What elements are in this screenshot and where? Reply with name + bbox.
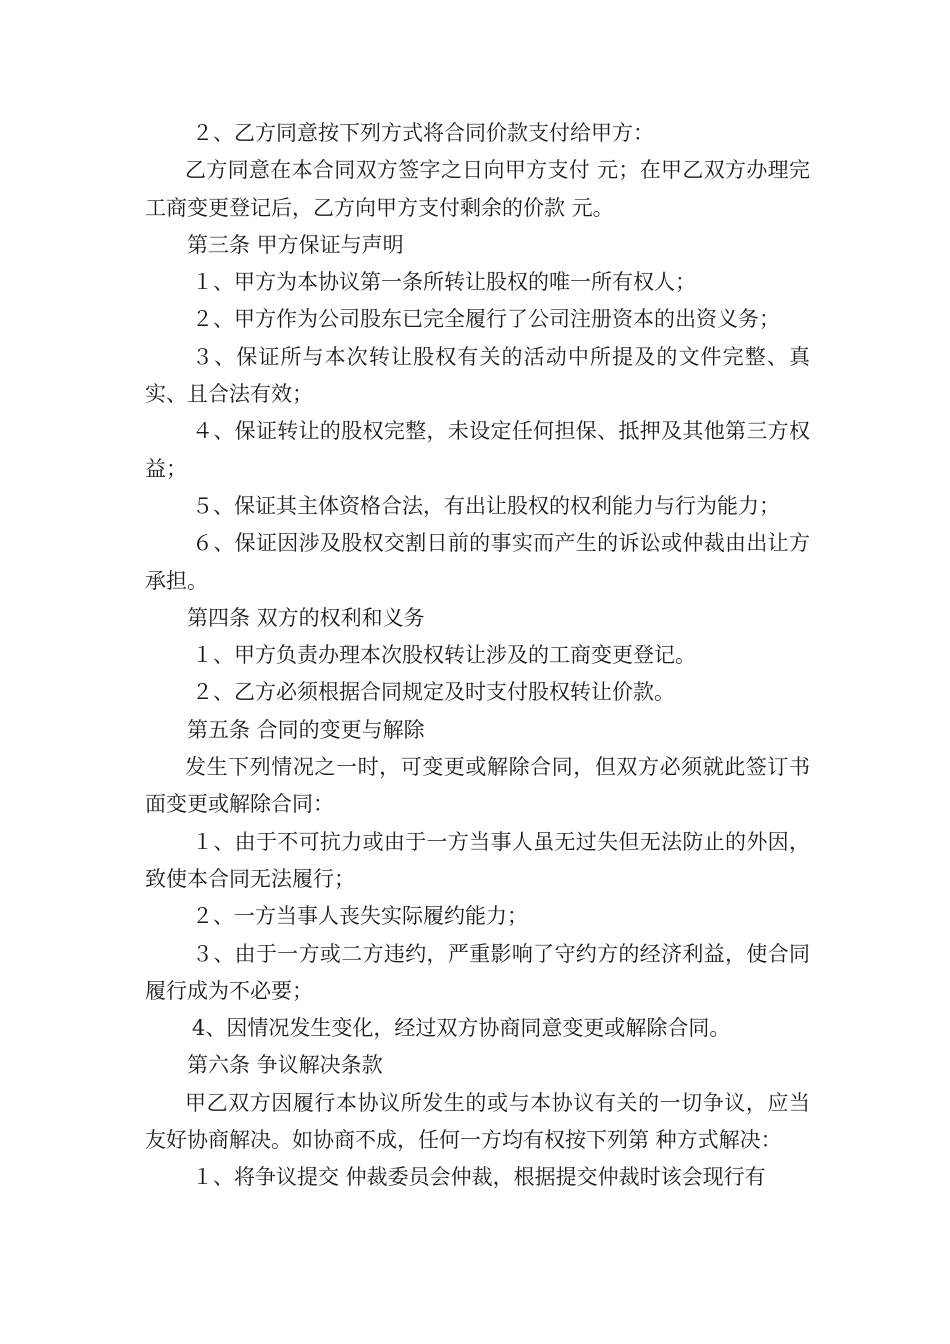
article-3-item-5: ５、保证其主体资格合法，有出让股权的权利能力与行为能力； (192, 493, 780, 518)
article-4-item-1: １、甲方负责办理本次股权转让涉及的工商变更登记。 (192, 643, 696, 668)
payment-terms-paragraph: 乙方同意在本合同双方签字之日向甲方支付 元；在甲乙双方办理完工商变更登记后，乙方向甲方支付剩余的价款 元。 (145, 158, 810, 220)
document-body (145, 115, 810, 1197)
article-5-item-3: ３、由于一方或二方违约，严重影响了守约方的经济利益，使合同履行成为不必要； (145, 941, 810, 1003)
article-5-item-1: １、由于不可抗力或由于一方当事人虽无过失但无法防止的外因，致使本合同无法履行； (145, 829, 810, 891)
article-3-item-6: ６、保证因涉及股权交割日前的事实而产生的诉讼或仲裁由出让方承担。 (145, 531, 810, 593)
article-6-item-1: １、将争议提交 仲裁委员会仲裁，根据提交仲裁时该会现行有 (192, 1165, 766, 1190)
article-3-item-4: ４、保证转让的股权完整，未设定任何担保、抵押及其他第三方权益； (145, 419, 810, 481)
article-5-item-4: 4、因情况发生变化，经过双方协商同意变更或解除合同。 (192, 1016, 731, 1041)
article-6-intro: 甲乙双方因履行本协议所发生的或与本协议有关的一切争议，应当友好协商解决。如协商不成，任何一方均有权按下列第 种方式解决： (145, 1090, 810, 1153)
article-5-item-2: ２、一方当事人丧失实际履约能力； (192, 904, 528, 929)
payment-method-item: ２、乙方同意按下列方式将合同价款支付给甲方： (192, 121, 654, 145)
article-6-heading: 第六条 争议解决条款 (187, 1053, 383, 1078)
article-3-item-3: ３、保证所与本次转让股权有关的活动中所提及的文件完整、真实、且合法有效； (145, 344, 810, 407)
article-3-item-2: ２、甲方作为公司股东已完全履行了公司注册资本的出资义务； (192, 307, 780, 332)
article-5-intro: 发生下列情况之一时，可变更或解除合同，但双方必须就此签订书面变更或解除合同： (145, 755, 810, 817)
article-3-heading: 第三条 甲方保证与声明 (187, 232, 404, 257)
article-3-item-1: １、甲方为本协议第一条所转让股权的唯一所有权人； (192, 270, 696, 295)
article-4-item-2: ２、乙方必须根据合同规定及时支付股权转让价款。 (192, 680, 675, 705)
article-5-heading: 第五条 合同的变更与解除 (187, 717, 425, 742)
article-4-heading: 第四条 双方的权利和义务 (187, 605, 425, 630)
